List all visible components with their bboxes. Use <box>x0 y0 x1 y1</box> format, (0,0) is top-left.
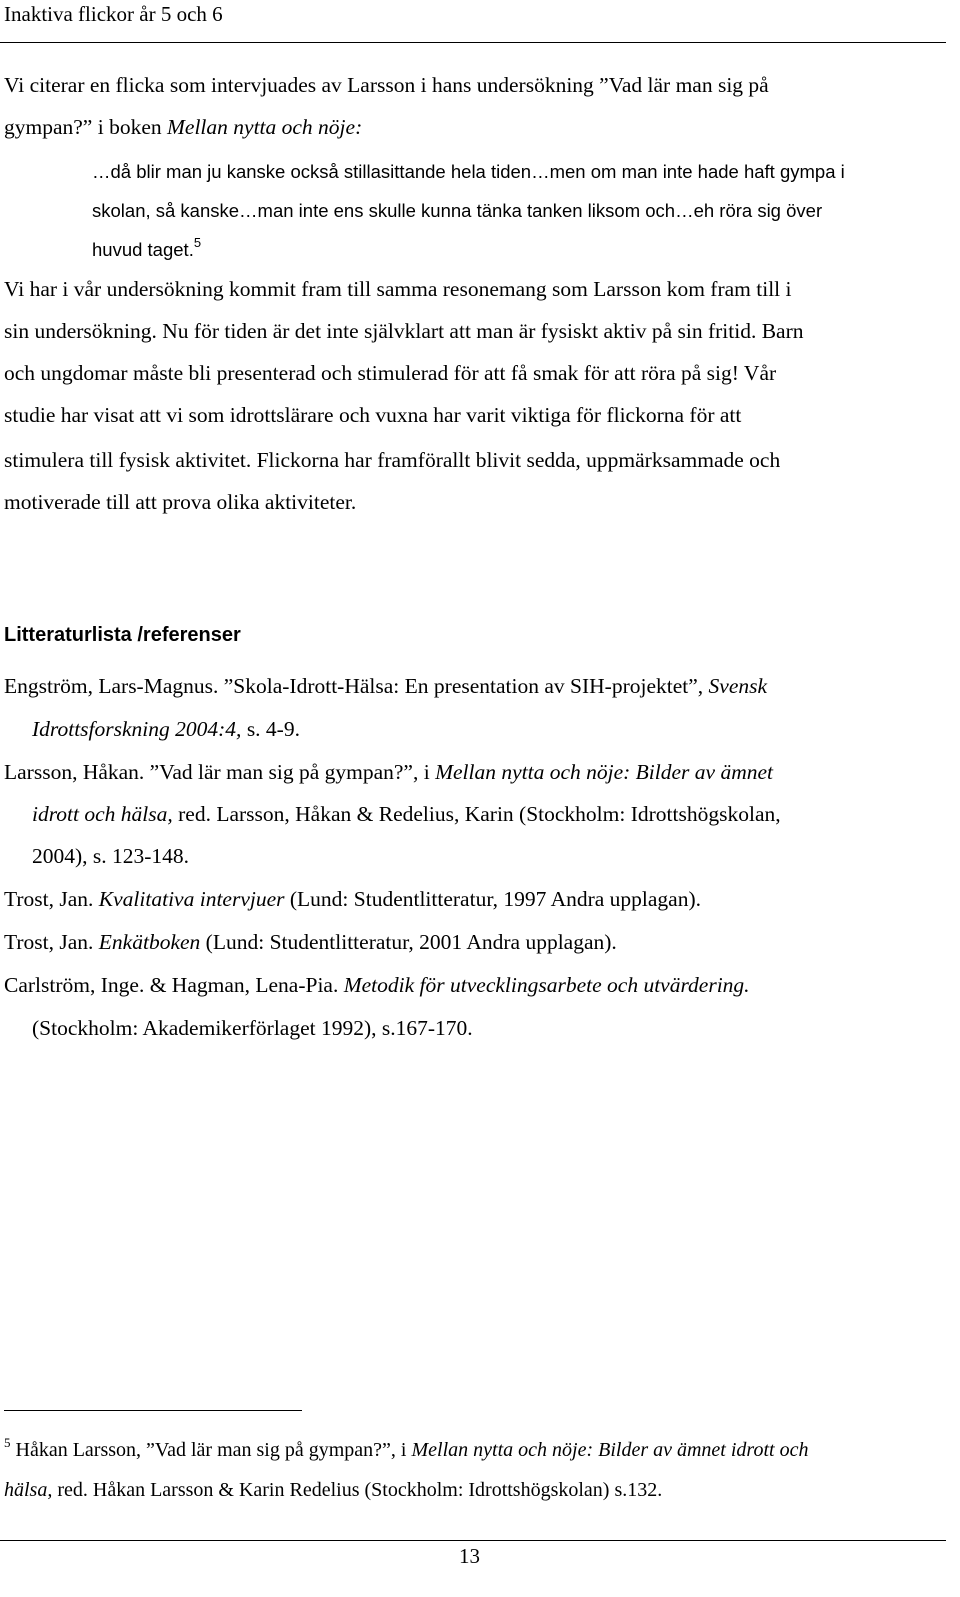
page-number: 13 <box>459 1544 480 1568</box>
ref-1-journal: Svensk <box>708 674 768 698</box>
footnote-line-2 <box>4 1477 662 1503</box>
footnote-book: Mellan nytta och nöje: Bilder av ämnet idrott och <box>411 1439 809 1461</box>
ref-2-line-2 <box>32 801 781 827</box>
footnote-editors: red. Håkan Larsson & Karin Redelius (Stockholm: Idrottshögskolan) s.132. <box>52 1479 663 1501</box>
para-line-1: Vi har i vår undersökning kommit fram till samma resonemang som Larsson kom fram till i <box>4 277 792 301</box>
para-line-5: stimulera till fysisk aktivitet. Flickorna har framförallt blivit sedda, uppmärksammade och <box>4 448 781 472</box>
ref-4 <box>4 929 617 955</box>
ref-1-text: Engström, Lars-Magnus. ”Skola-Idrott-Hälsa: En presentation av SIH-projektet”, <box>4 674 709 698</box>
quote-line-1: …då blir man ju kanske också stillasittande hela tiden…men om man inte hade haft gympa i <box>92 161 845 182</box>
ref-5-line-1 <box>4 972 750 998</box>
ref-5-title: Metodik för utvecklingsarbete och utvärdering. <box>343 973 750 997</box>
footer-rule <box>0 1540 946 1541</box>
intro-line-1: Vi citerar en flicka som intervjuades av Larsson i hans undersökning ”Vad lär man sig på <box>4 73 769 97</box>
para-line-6: motiverade till att prova olika aktiviteter. <box>4 490 357 514</box>
intro-line-2-text: gympan?” i boken <box>4 115 167 139</box>
ref-4-publisher: (Lund: Studentlitteratur, 2001 Andra upplagan). <box>200 930 617 954</box>
footnote-reference: 5 <box>193 235 202 250</box>
footnote-rule <box>4 1410 302 1411</box>
para-line-2: sin undersökning. Nu för tiden är det inte självklart att man är fysiskt aktiv på sin fritid. Barn <box>4 319 804 343</box>
para-line-4: studie har visat att vi som idrottslärare och vuxna har varit viktiga för flickorna för att <box>4 403 742 427</box>
ref-2-line-3: 2004), s. 123-148. <box>32 844 190 868</box>
para-line-3: och ungdomar måste bli presenterad och stimulerad för att få smak för att röra på sig! Vår <box>4 361 777 385</box>
footnote-text: Håkan Larsson, ”Vad lär man sig på gympan?”, i <box>10 1439 412 1461</box>
footnote-line-1 <box>4 1437 808 1463</box>
intro-line-2 <box>4 114 362 140</box>
ref-4-title: Enkätboken <box>98 930 201 954</box>
ref-3-title: Kvalitativa intervjuer <box>98 887 285 911</box>
ref-2-text: Larsson, Håkan. ”Vad lär man sig på gympan?”, i <box>4 760 436 784</box>
footnote-book-cont: hälsa, <box>4 1479 53 1501</box>
ref-3-publisher: (Lund: Studentlitteratur, 1997 Andra upplagan). <box>284 887 702 911</box>
ref-5-authors: Carlström, Inge. & Hagman, Lena-Pia. <box>4 973 344 997</box>
ref-2-line-1 <box>4 759 773 785</box>
footnote-mark: 5 <box>4 1435 11 1450</box>
header-rule <box>0 42 946 43</box>
running-header: Inaktiva flickor år 5 och 6 <box>4 2 223 26</box>
ref-1-line-2 <box>32 716 300 742</box>
book-title: Mellan nytta och nöje: <box>167 115 363 139</box>
ref-5-line-2: (Stockholm: Akademikerförlaget 1992), s.167-170. <box>32 1016 473 1040</box>
ref-3 <box>4 886 701 912</box>
quote-line-3 <box>92 237 201 263</box>
ref-1-journal-cont: Idrottsforskning 2004:4, <box>32 717 242 741</box>
ref-4-author: Trost, Jan. <box>4 930 99 954</box>
references-heading: Litteraturlista /referenser <box>4 624 241 646</box>
ref-2-book: Mellan nytta och nöje: Bilder av ämnet <box>435 760 773 784</box>
quote-line-3-text: huvud taget. <box>92 239 194 260</box>
ref-1-line-1 <box>4 673 767 699</box>
ref-1-pages: s. 4-9. <box>241 717 300 741</box>
ref-2-editors: red. Larsson, Håkan & Redelius, Karin (Stockholm: Idrottshögskolan, <box>172 802 781 826</box>
quote-line-2: skolan, så kanske…man inte ens skulle kunna tänka tanken liksom och…eh röra sig över <box>92 200 823 221</box>
ref-2-book-cont: idrott och hälsa, <box>32 802 173 826</box>
ref-3-author: Trost, Jan. <box>4 887 99 911</box>
